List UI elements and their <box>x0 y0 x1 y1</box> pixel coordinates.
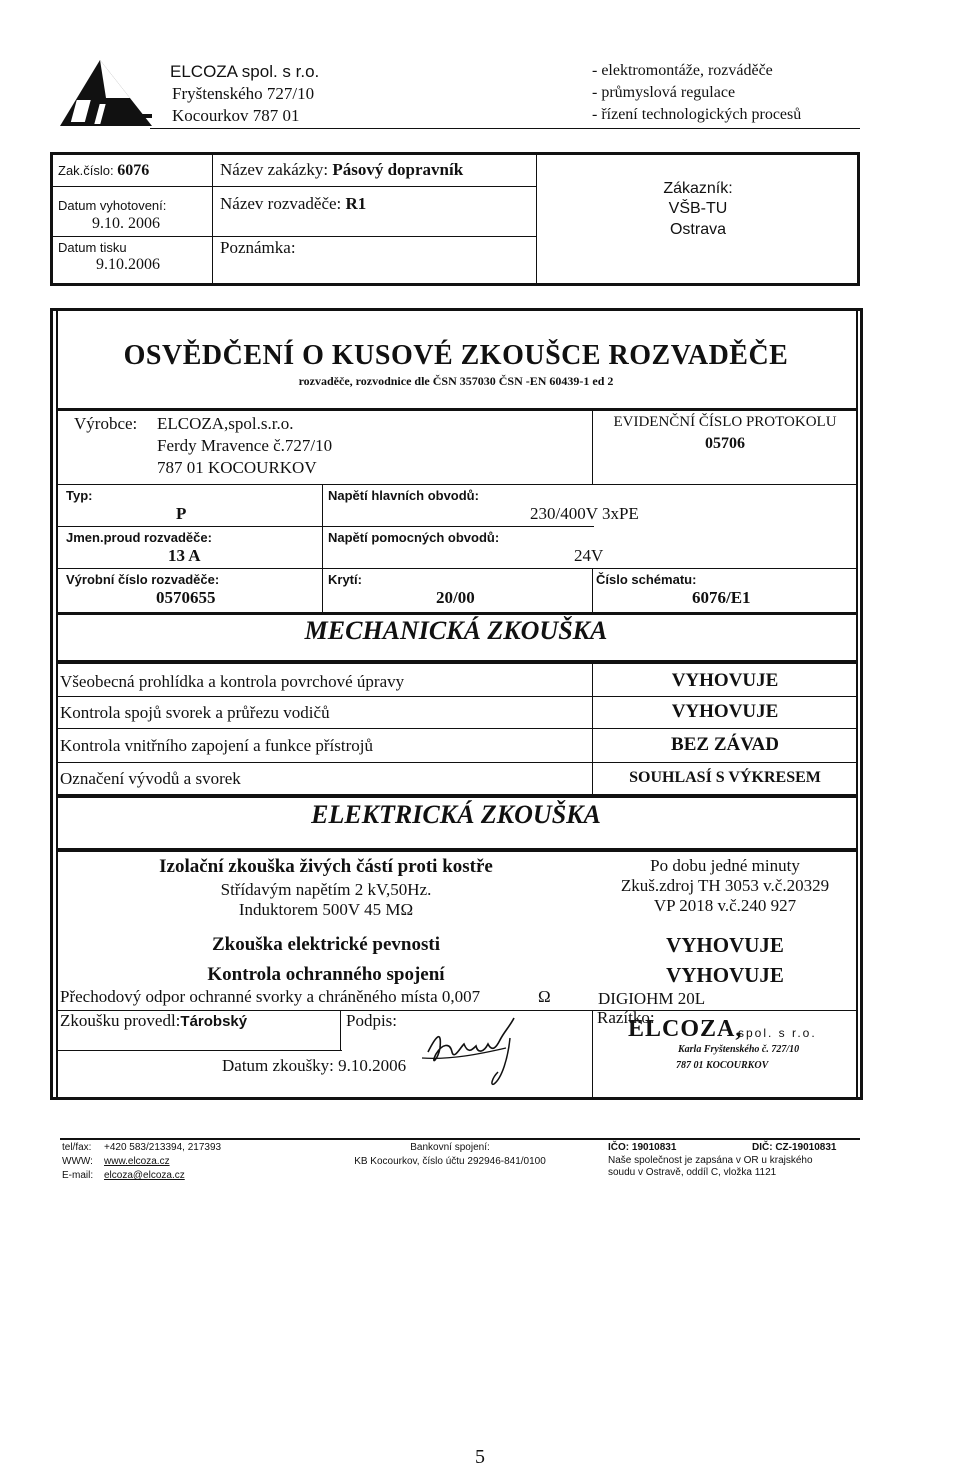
mechanical-rule <box>56 660 856 664</box>
datum-tisku-value: 9.10.2006 <box>96 256 160 273</box>
stamp-name: ELCOZA, <box>628 1016 743 1042</box>
pevnost-title: Zkouška elektrické pevnosti <box>211 934 441 955</box>
zak-cislo-label: Zak.číslo: <box>58 163 114 178</box>
service-3: - řízení technologických procesů <box>592 106 802 123</box>
mech-row-2-test: Kontrola spojů svorek a průřezu vodičů <box>60 703 330 722</box>
email-link[interactable]: elcoza@elcoza.cz <box>104 1170 185 1181</box>
vyrobni-cislo-label: Výrobní číslo rozvaděče: <box>66 572 220 587</box>
mech-row-1-result: VYHOVUJE <box>671 670 779 691</box>
page-number: 5 <box>475 1446 485 1468</box>
grid-divider-1 <box>322 484 323 612</box>
zakaznik-city: Ostrava <box>669 221 726 238</box>
mech-row-3-result: BEZ ZÁVAD <box>671 734 779 755</box>
company-city: Kocourkov 787 01 <box>172 106 300 125</box>
electrical-rule <box>56 848 856 852</box>
izolacni-line-1: Střídavým napětím 2 kV,50Hz. <box>220 880 432 899</box>
mech-row-rule-2 <box>56 728 856 729</box>
order-divider-1 <box>212 154 213 284</box>
ico: IČO: 19010831 <box>608 1142 677 1153</box>
digiohm: DIGIOHM 20L <box>598 989 706 1008</box>
kryti-value: 20/00 <box>436 588 475 607</box>
order-row-line-2 <box>53 236 537 237</box>
izolacni-right-2: Zkuš.zdroj TH 3053 v.č.20329 <box>620 876 830 895</box>
provedl-label: Zkoušku provedl: <box>60 1011 181 1030</box>
podpis-label: Podpis: <box>346 1011 398 1030</box>
ochranne-result: VYHOVUJE <box>666 963 784 987</box>
napeti-pom-value: 24V <box>574 546 604 565</box>
nazev-rozvadece-value: R1 <box>345 194 367 213</box>
certificate-subtitle: rozvaděče, rozvodnice dle ČSN 357030 ČSN -EN 60439-1 ed 2 <box>298 374 614 388</box>
ochranne-title: Kontrola ochranného spojení <box>207 964 445 985</box>
service-2: - průmyslová regulace <box>592 84 736 101</box>
footer-rule <box>60 1138 860 1140</box>
ohm-unit: Ω <box>538 987 551 1006</box>
certificate-title: OSVĚDČENÍ O KUSOVÉ ZKOUŠCE ROZVADĚČE <box>123 340 789 371</box>
izolacni-line-2: Induktorem 500V 45 MΩ <box>238 900 414 919</box>
cert-inner-right <box>856 310 858 1098</box>
evidencni-label: EVIDENČNÍ ČÍSLO PROTOKOLU <box>613 414 837 430</box>
nazev-zakazky <box>220 160 463 180</box>
bank-value: KB Kocourkov, číslo účtu 292946-841/0100 <box>354 1156 546 1167</box>
kryti-label: Krytí: <box>328 572 362 587</box>
cislo-schematu-label: Číslo schématu: <box>596 572 697 587</box>
vyrobce-line-1: ELCOZA,spol.s.r.o. <box>157 414 294 433</box>
datum-vyhotoveni-value: 9.10. 2006 <box>92 215 160 232</box>
datum-zkousky: Datum zkoušky: 9.10.2006 <box>222 1056 407 1075</box>
provedl-bottom-rule <box>56 1050 342 1051</box>
tel-value: +420 583/213394, 217393 <box>104 1142 222 1153</box>
mech-row-3-test: Kontrola vnitřního zapojení a funkce přístrojů <box>60 736 373 755</box>
izolacni-title: Izolační zkouška živých částí proti kostře <box>159 856 493 877</box>
zakaznik-name: VŠB-TU <box>668 200 728 217</box>
poznamka-label: Poznámka: <box>220 238 296 257</box>
provedl-name: Tárobský <box>180 1013 248 1030</box>
razitko-divider <box>592 1010 593 1098</box>
bank-label: Bankovní spojení: <box>410 1142 490 1153</box>
prechodovy-text: Přechodový odpor ochranné svorky a chráněného místa 0,007 <box>60 987 481 1006</box>
typ-label: Typ: <box>66 488 93 503</box>
mech-row-1-test: Všeobecná prohlídka a kontrola povrchové úpravy <box>60 672 405 691</box>
cert-inner-left <box>56 310 58 1098</box>
header-rule <box>150 128 860 129</box>
register-line-1: Naše společnost je zapsána v OR u krajského <box>608 1155 813 1166</box>
napeti-hl-label: Napětí hlavních obvodů: <box>328 488 479 503</box>
vyrobce-line-2: Ferdy Mravence č.727/10 <box>157 436 333 455</box>
nazev-zakazky-label: Název zakázky: <box>220 160 329 179</box>
razitko-label: Razítko: <box>597 1008 655 1027</box>
napeti-pom-label: Napětí pomocných obvodů: <box>328 530 500 545</box>
vyrobce-line-3: 787 01 KOCOURKOV <box>157 458 317 477</box>
evidencni-value: 05706 <box>705 435 745 452</box>
grid-rule-2 <box>56 568 856 569</box>
order-row-line-1 <box>53 186 537 187</box>
company-logo <box>60 58 155 130</box>
nazev-zakazky-value: Pásový dopravník <box>332 160 464 179</box>
nazev-rozvadece <box>220 194 366 214</box>
cislo-schematu-value: 6076/E1 <box>692 588 751 607</box>
stamp-city: 787 01 KOCOURKOV <box>676 1060 769 1071</box>
company-name: ELCOZA spol. s r.o. <box>170 62 320 81</box>
grid-rule-3 <box>56 612 856 615</box>
zak-cislo <box>58 162 149 180</box>
mech-row-rule-1 <box>56 696 856 697</box>
mechanical-bottom-rule <box>56 794 856 798</box>
vyrobce-label: Výrobce: <box>74 414 138 433</box>
zak-cislo-value: 6076 <box>117 162 150 179</box>
stamp-sub: spol. s r.o. <box>738 1026 817 1040</box>
signature <box>410 1008 540 1088</box>
datum-vyhotoveni-label: Datum vyhotovení: <box>58 198 167 213</box>
grid-divider-2 <box>592 568 593 612</box>
evidencni-divider <box>592 410 593 484</box>
dic: DIČ: CZ-19010831 <box>752 1142 837 1153</box>
title-rule <box>56 408 856 411</box>
company-street: Fryštenského 727/10 <box>172 84 315 103</box>
stamp-addr: Karla Fryštenského č. 727/10 <box>678 1044 800 1055</box>
jmen-proud-label: Jmen.proud rozvaděče: <box>66 530 212 545</box>
podpis-divider <box>340 1010 341 1050</box>
order-divider-2 <box>536 154 537 284</box>
mechanical-divider <box>592 664 593 794</box>
www-label: WWW: <box>62 1156 93 1167</box>
register-line-2: soudu v Ostravě, oddíl C, vložka 1121 <box>608 1167 777 1178</box>
nazev-rozvadece-label: Název rozvaděče: <box>220 194 342 213</box>
grid-rule-1 <box>56 526 594 527</box>
mech-row-4-result: SOUHLASÍ S VÝKRESEM <box>629 769 821 786</box>
izolacni-right-3: VP 2018 v.č.240 927 <box>653 896 797 915</box>
jmen-proud-value: 13 A <box>168 546 201 565</box>
mechanical-title: MECHANICKÁ ZKOUŠKA <box>304 616 608 645</box>
provedl <box>60 1011 247 1031</box>
typ-value: P <box>176 504 187 523</box>
zakaznik-label: Zákazník: <box>663 180 733 197</box>
tel-label: tel/fax: <box>62 1142 92 1153</box>
mech-row-2-result: VYHOVUJE <box>671 701 779 722</box>
service-1: - elektromontáže, rozváděče <box>592 62 773 79</box>
datum-tisku-label: Datum tisku <box>58 240 127 255</box>
napeti-hl-value: 230/400V 3xPE <box>530 504 639 523</box>
www-link[interactable]: www.elcoza.cz <box>104 1156 170 1167</box>
email-label: E-mail: <box>62 1170 94 1181</box>
vyrobni-cislo-value: 0570655 <box>156 588 216 607</box>
pevnost-result: VYHOVUJE <box>666 933 784 957</box>
vyrobce-rule <box>56 484 856 485</box>
mech-row-4-test: Označení vývodů a svorek <box>60 769 241 788</box>
electrical-title: ELEKTRICKÁ ZKOUŠKA <box>311 800 601 829</box>
izolacni-right-1: Po dobu jedné minuty <box>650 856 800 875</box>
mech-row-rule-3 <box>56 762 856 763</box>
